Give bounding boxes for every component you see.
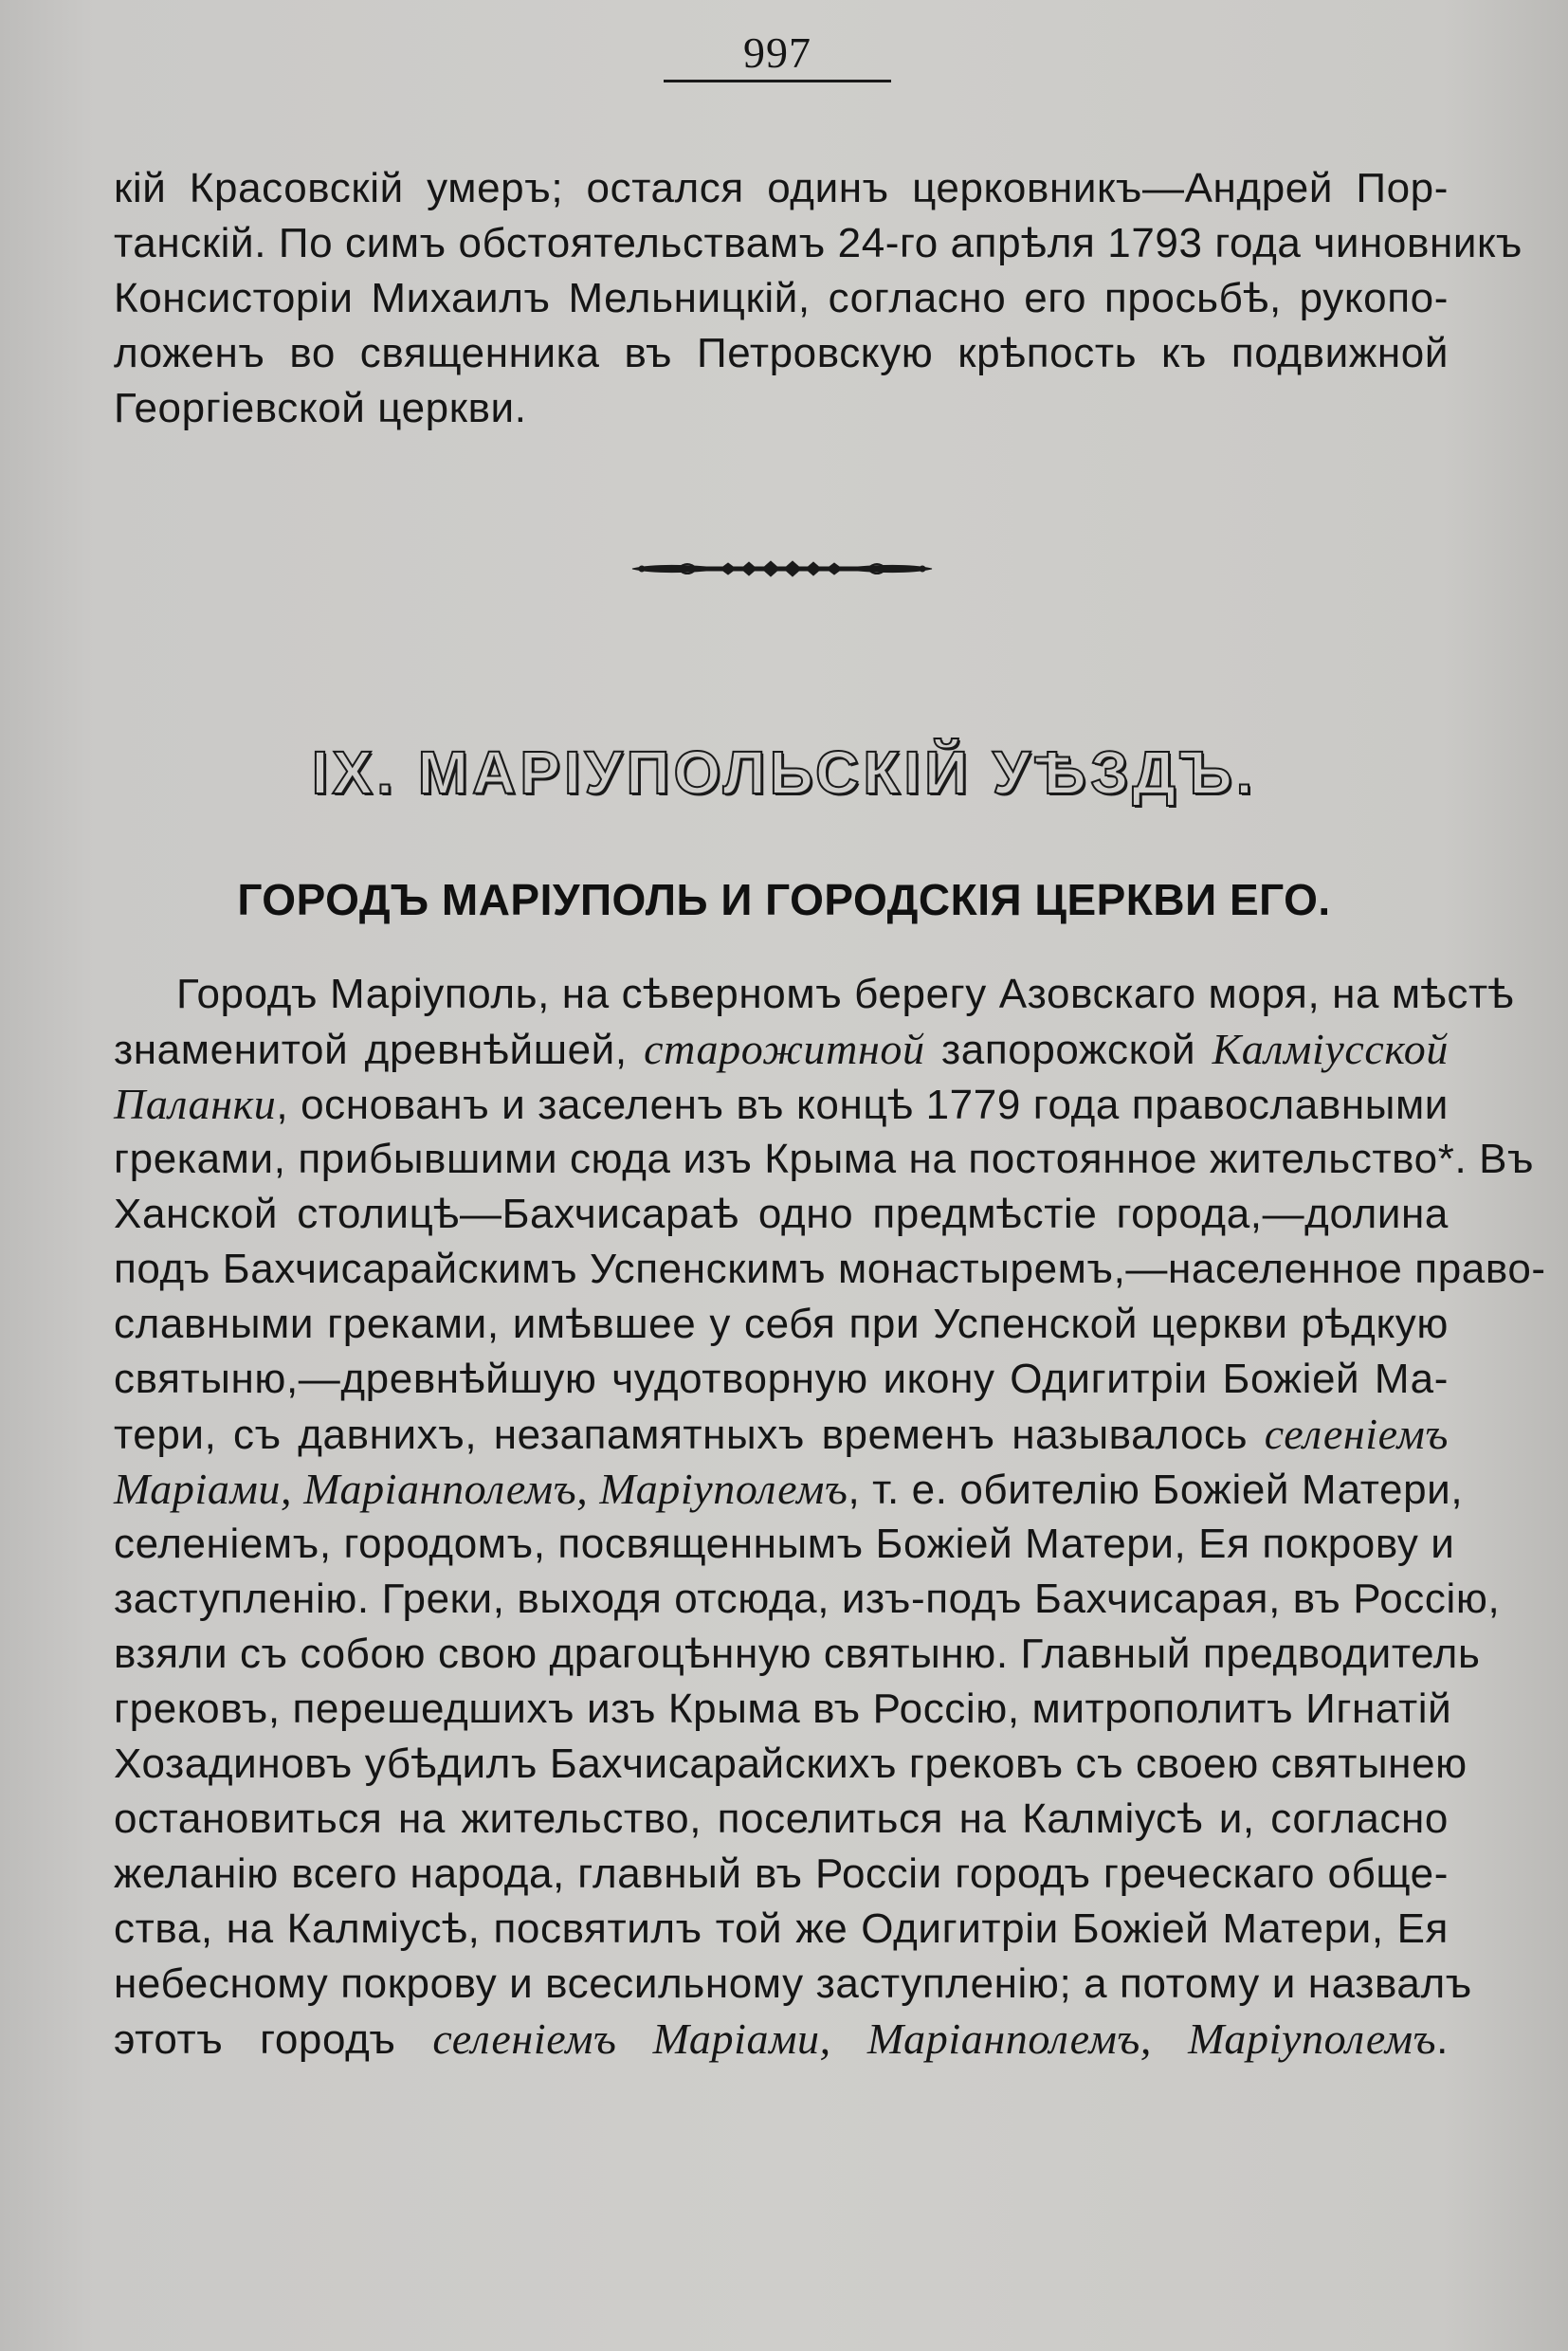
decorative-divider-icon — [630, 550, 934, 588]
section-title: IX. МАРІУПОЛЬСКІЙ УѢЗДЪ. — [311, 738, 1257, 807]
text-line: небесному покрову и всесильному заступленію; а потому и назвалъ — [114, 1960, 1472, 2007]
text-line: греками, прибывшими сюда изъ Крыма на постоянное жительство*. Въ — [114, 1136, 1535, 1182]
text-run: этотъ городъ — [114, 2016, 433, 2063]
text-line: Консисторіи Михаилъ Мельницкій, согласно его просьбѣ, рукопо- — [114, 275, 1449, 321]
text-line — [114, 1022, 1449, 1077]
text-line: святыню,—древнѣйшую чудотворную икону Одигитріи Божіей Ма- — [114, 1356, 1449, 1402]
text-line: Ханской столицѣ—Бахчисараѣ одно предмѣстіе города,—долина — [114, 1191, 1449, 1237]
italic-text-run: селеніемъ — [1264, 1410, 1449, 1458]
text-line — [114, 1462, 1464, 1517]
text-line — [114, 2012, 1449, 2067]
text-line: взяли съ собою свою драгоцѣнную святыню. Главный предводитель — [114, 1631, 1481, 1677]
text-line: Хозадиновъ убѣдилъ Бахчисарайскихъ грековъ съ своею святынею — [114, 1740, 1468, 1787]
text-run: тери, съ давнихъ, незапамятныхъ временъ называлось — [114, 1412, 1265, 1458]
text-run: знаменитой древнѣйшей, — [114, 1027, 645, 1073]
text-line: ложенъ во священника въ Петровскую крѣпость къ подвижной — [114, 330, 1449, 376]
text-line: грековъ, перешедшихъ изъ Крыма въ Россію, митрополитъ Игнатій — [114, 1686, 1452, 1732]
text-line — [114, 1077, 1449, 1132]
text-line: танскій. По симъ обстоятельствамъ 24-го апрѣля 1793 года чиновникъ — [114, 220, 1522, 266]
text-line: заступленію. Греки, выходя отсюда, изъ-подъ Бахчисарая, въ Россію, — [114, 1576, 1501, 1622]
text-line — [114, 1407, 1449, 1462]
italic-text-run: старожитной — [644, 1025, 925, 1073]
text-line: желанію всего народа, главный въ Россіи городъ греческаго обще- — [114, 1850, 1449, 1897]
top-paragraph — [114, 161, 1522, 436]
italic-text-run: Паланки — [114, 1080, 277, 1128]
text-line: Городъ Маріуполь, на сѣверномъ берегу Азовскаго моря, на мѣстѣ — [176, 971, 1515, 1017]
text-line: кій Красовскій умеръ; остался одинъ церковникъ—Андрей Пор- — [114, 165, 1449, 211]
text-line: ства, на Калміусѣ, посвятилъ той же Одигитріи Божіей Матери, Ея — [114, 1905, 1449, 1952]
page-number-rule — [664, 80, 891, 82]
italic-text-run: Калміусской — [1212, 1025, 1449, 1073]
page-number: 997 — [743, 28, 811, 77]
text-line: подъ Бахчисарайскимъ Успенскимъ монастыремъ,—населенное право- — [114, 1246, 1546, 1292]
text-line: славными греками, имѣвшее у себя при Успенской церкви рѣдкую — [114, 1301, 1449, 1347]
subsection-title: ГОРОДЪ МАРІУПОЛЬ И ГОРОДСКІЯ ЦЕРКВИ ЕГО. — [237, 875, 1331, 924]
text-run: запорожской — [924, 1027, 1212, 1073]
text-run: , основанъ и заселенъ въ концѣ 1779 года православными — [276, 1082, 1449, 1128]
italic-text-run: Маріами, Маріанполемъ, Маріуполемъ — [114, 1465, 848, 1513]
text-line: Георгіевской церкви. — [114, 385, 527, 431]
text-line: остановиться на жительство, поселиться на Калміусѣ и, согласно — [114, 1795, 1449, 1842]
text-line: селеніемъ, городомъ, посвященнымъ Божіей Матери, Ея покрову и — [114, 1521, 1455, 1567]
italic-text-run: селеніемъ Маріами, Маріанполемъ, Маріуполемъ — [432, 2014, 1437, 2063]
text-run: . — [1436, 2016, 1449, 2063]
text-run: , т. е. обителію Божіей Матери, — [848, 1467, 1464, 1513]
main-paragraph — [114, 967, 1546, 2067]
